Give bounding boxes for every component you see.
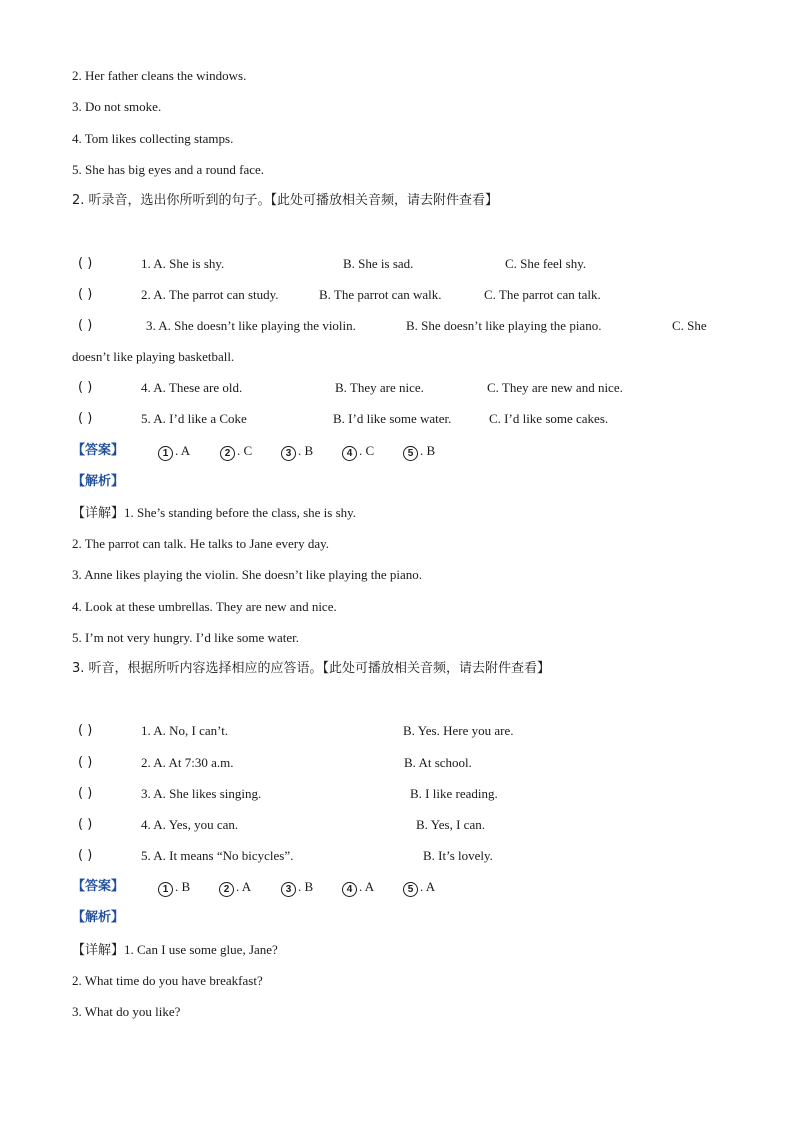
answer-bracket: ( ) [78, 786, 93, 801]
answer-letter: A [425, 879, 436, 894]
option-c: C. I’d like some cakes. [489, 411, 609, 426]
circle-number-icon: 2 [219, 882, 234, 897]
circle-number-icon: 1 [158, 446, 173, 461]
option-b: B. The parrot can walk. [319, 287, 442, 302]
circle-number-icon: 4 [342, 446, 357, 461]
detail-line: 2. What time do you have breakfast? [72, 973, 263, 988]
answer-item: 3 . B [281, 879, 313, 897]
answer-item: 1 . A [158, 443, 190, 461]
answer-item: 1 . B [158, 879, 190, 897]
answer-bracket: ( ) [78, 411, 93, 426]
option-a: 4. A. These are old. [141, 380, 243, 395]
option-a: 5. A. It means “No bicycles”. [141, 848, 294, 863]
option-c: C. She [672, 318, 707, 333]
circle-number-icon: 1 [158, 882, 173, 897]
answer-letter: B [181, 879, 191, 894]
answer-item: 5 . B [403, 443, 435, 461]
detail-line: 4. Look at these umbrellas. They are new and nice. [72, 599, 337, 614]
detail-text: 1. She’s standing before the class, she is shy. [124, 505, 357, 520]
option-a: 1. A. No, I can’t. [141, 723, 229, 738]
answer-letter: B [304, 879, 314, 894]
option-a: 2. A. The parrot can study. [141, 287, 279, 302]
answer-letter: B [426, 443, 436, 458]
answer-item: 4 . A [342, 879, 374, 897]
answer-bracket: ( ) [78, 318, 93, 333]
option-c: C. She feel shy. [505, 256, 587, 271]
detail-text: 1. Can I use some glue, Jane? [124, 942, 278, 957]
option-b: B. I like reading. [410, 786, 498, 801]
circle-number-icon: 4 [342, 882, 357, 897]
answer-letter: A [364, 879, 375, 894]
detail-label: 【详解】 [72, 506, 125, 521]
option-a: 5. A. I’d like a Coke [141, 411, 247, 426]
answer-item: 2 . C [220, 443, 252, 461]
option-a: 4. A. Yes, you can. [141, 817, 239, 832]
answer-item: 3 . B [281, 443, 313, 461]
option-b: B. She is sad. [343, 256, 414, 271]
answer-bracket: ( ) [78, 755, 93, 770]
answer-letter: B [304, 443, 314, 458]
answer-letter: A [180, 443, 191, 458]
detail-line: 5. I’m not very hungry. I’d like some water. [72, 630, 299, 645]
text-line: 3. Do not smoke. [72, 99, 162, 114]
answer-item: 4 . C [342, 443, 374, 461]
circle-number-icon: 3 [281, 446, 296, 461]
answer-bracket: ( ) [78, 817, 93, 832]
option-a: 1. A. She is shy. [141, 256, 225, 271]
detail-line [72, 942, 278, 959]
detail-label: 【详解】 [72, 943, 125, 958]
circle-number-icon: 5 [403, 446, 418, 461]
answer-letter: C [243, 443, 253, 458]
circle-number-icon: 3 [281, 882, 296, 897]
text-line: 4. Tom likes collecting stamps. [72, 131, 234, 146]
option-c: C. The parrot can talk. [484, 287, 601, 302]
detail-line: 3. What do you like? [72, 1004, 181, 1019]
text-line: 5. She has big eyes and a round face. [72, 162, 265, 177]
option-b: B. She doesn’t like playing the piano. [406, 318, 602, 333]
answer-letter: A [241, 879, 252, 894]
analysis-label: 【解析】 [72, 910, 125, 925]
answer-item: 2 . A [219, 879, 251, 897]
answer-bracket: ( ) [78, 256, 93, 271]
option-a: 2. A. At 7:30 a.m. [141, 755, 234, 770]
option-a: 3. A. She doesn’t like playing the violin. [146, 318, 356, 333]
option-b: B. It’s lovely. [423, 848, 493, 863]
detail-line: 3. Anne likes playing the violin. She doesn’t like playing the piano. [72, 567, 422, 582]
analysis-label: 【解析】 [72, 474, 125, 489]
answer-bracket: ( ) [78, 848, 93, 863]
detail-line: 2. The parrot can talk. He talks to Jane every day. [72, 536, 330, 551]
detail-line [72, 505, 356, 522]
circle-number-icon: 5 [403, 882, 418, 897]
answer-label: 【答案】 [72, 879, 125, 894]
answer-bracket: ( ) [78, 723, 93, 738]
circle-number-icon: 2 [220, 446, 235, 461]
answer-letter: C [365, 443, 375, 458]
option-b: B. Yes. Here you are. [403, 723, 514, 738]
option-b: B. At school. [404, 755, 472, 770]
section-3-heading: 3. 听音，根据所听内容选择相应的应答语。【此处可播放相关音频，请去附件查看】 [72, 661, 551, 676]
option-b: B. Yes, I can. [416, 817, 485, 832]
option-c: C. They are new and nice. [487, 380, 623, 395]
option-a: 3. A. She likes singing. [141, 786, 262, 801]
answer-label: 【答案】 [72, 443, 125, 458]
text-line: 2. Her father cleans the windows. [72, 68, 247, 83]
answer-item: 5 . A [403, 879, 435, 897]
answer-bracket: ( ) [78, 287, 93, 302]
section-2-heading: 2. 听录音，选出你所听到的句子。【此处可播放相关音频，请去附件查看】 [72, 193, 499, 208]
option-c-continuation: doesn’t like playing basketball. [72, 349, 235, 364]
answer-bracket: ( ) [78, 380, 93, 395]
option-b: B. They are nice. [335, 380, 424, 395]
option-b: B. I’d like some water. [333, 411, 452, 426]
